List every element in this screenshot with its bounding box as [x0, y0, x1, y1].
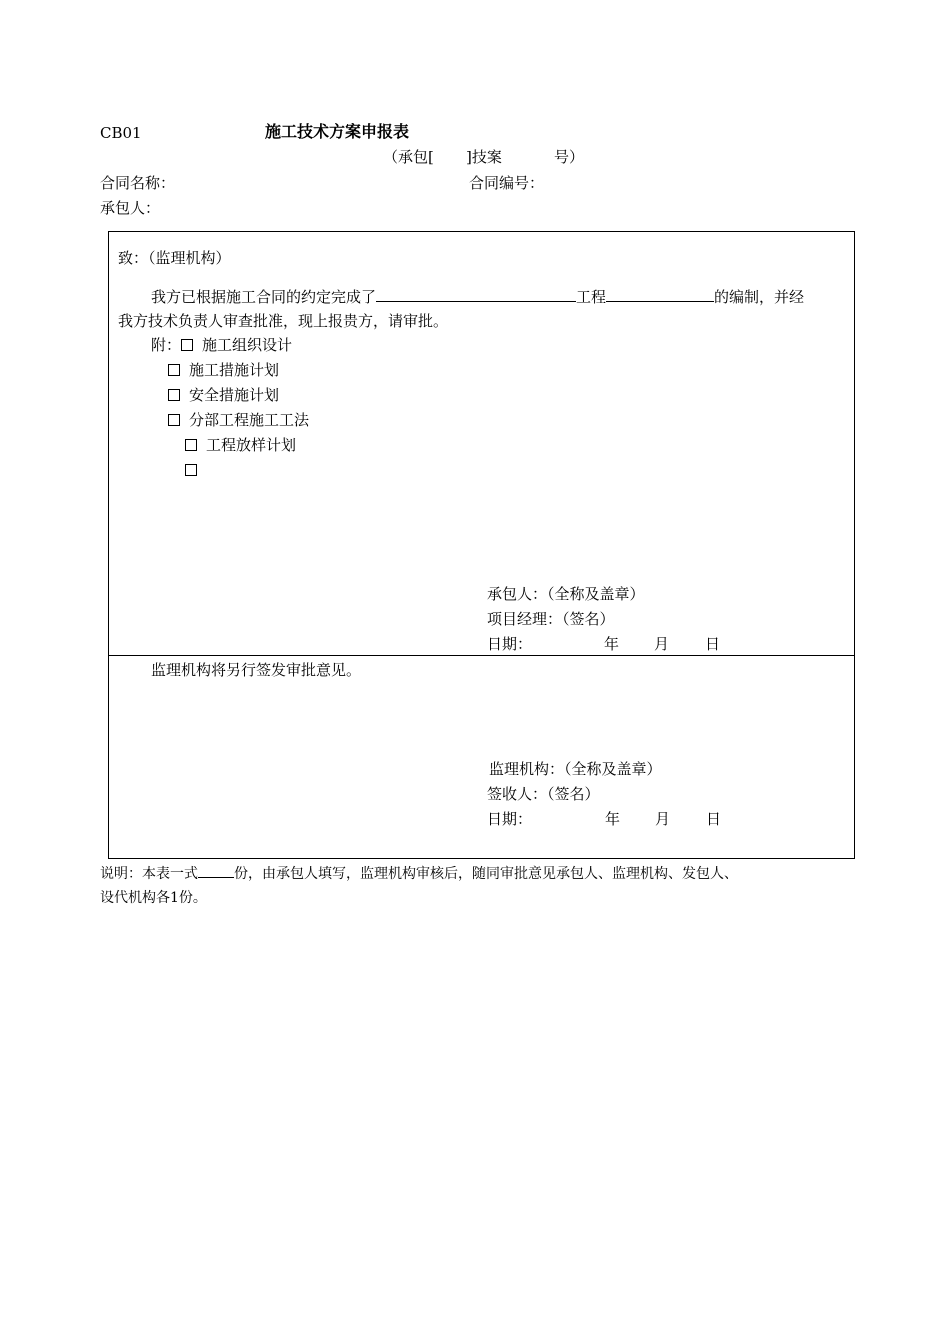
attachment-label: 施工措施计划	[189, 361, 280, 379]
body-line-1	[151, 286, 804, 307]
date-day: 日	[705, 635, 721, 653]
attachment-item-5[interactable]	[185, 435, 296, 455]
date-year-2: 年	[605, 810, 621, 828]
manager-signature: 项目经理：（签名）	[487, 610, 615, 628]
ref-prefix: （承包[	[383, 148, 434, 166]
contractor-label: 承包人：	[100, 199, 161, 217]
contract-no-label: 合同编号：	[469, 174, 545, 192]
body-line-2: 我方技术负责人审查批准，现上报贵方，请审批。	[118, 312, 449, 330]
date-month-2: 月	[655, 810, 671, 828]
project-blank[interactable]	[376, 286, 576, 302]
checkbox[interactable]	[168, 364, 180, 376]
receiver-signature: 签收人：（签名）	[487, 785, 600, 803]
attachment-label: 工程放样计划	[206, 436, 297, 454]
form-code: CB01	[100, 124, 142, 142]
date-year: 年	[604, 635, 620, 653]
footer-note-line-1	[100, 863, 738, 884]
attach-label: 附：	[151, 336, 182, 354]
contract-name-label: 合同名称：	[100, 174, 176, 192]
copies-blank[interactable]	[198, 863, 234, 878]
attachment-item-3[interactable]	[168, 385, 279, 405]
note-text-a: 说明：本表一式	[100, 866, 198, 882]
body-text-a: 我方已根据施工合同的约定完成了	[151, 288, 377, 306]
section-divider	[108, 655, 855, 656]
supervisor-signature: 监理机构：（全称及盖章）	[489, 760, 662, 778]
addressee: 致：（监理机构）	[118, 249, 231, 267]
checkbox[interactable]	[185, 439, 197, 451]
body-text-c: 的编制，并经	[714, 288, 805, 306]
checkbox[interactable]	[168, 389, 180, 401]
attachment-label: 安全措施计划	[189, 386, 280, 404]
checkbox[interactable]	[168, 414, 180, 426]
footer-note-line-2: 设代机构各1份。	[100, 890, 207, 906]
supervisor-note: 监理机构将另行签发审批意见。	[151, 661, 362, 679]
plan-blank[interactable]	[606, 286, 714, 302]
date-month: 月	[654, 635, 670, 653]
attachment-item-1[interactable]	[151, 335, 292, 355]
note-text-b: 份，由承包人填写，监理机构审核后，随同审批意见承包人、监理机构、发包人、	[234, 866, 738, 882]
contractor-signature: 承包人：（全称及盖章）	[487, 585, 645, 603]
ref-mid: ]技案	[466, 148, 502, 166]
date-label-2: 日期：	[487, 810, 533, 828]
attachment-label: 分部工程施工工法	[189, 411, 310, 429]
attachment-item-6[interactable]	[185, 460, 206, 480]
date-label: 日期：	[487, 635, 533, 653]
form-title: 施工技术方案申报表	[265, 122, 410, 141]
checkbox[interactable]	[181, 339, 193, 351]
attachment-label: 施工组织设计	[202, 336, 293, 354]
ref-suffix: 号）	[554, 148, 585, 166]
body-text-b: 工程	[576, 288, 607, 306]
attachment-item-2[interactable]	[168, 360, 279, 380]
date-day-2: 日	[706, 810, 722, 828]
checkbox[interactable]	[185, 464, 197, 476]
attachment-item-4[interactable]	[168, 410, 309, 430]
